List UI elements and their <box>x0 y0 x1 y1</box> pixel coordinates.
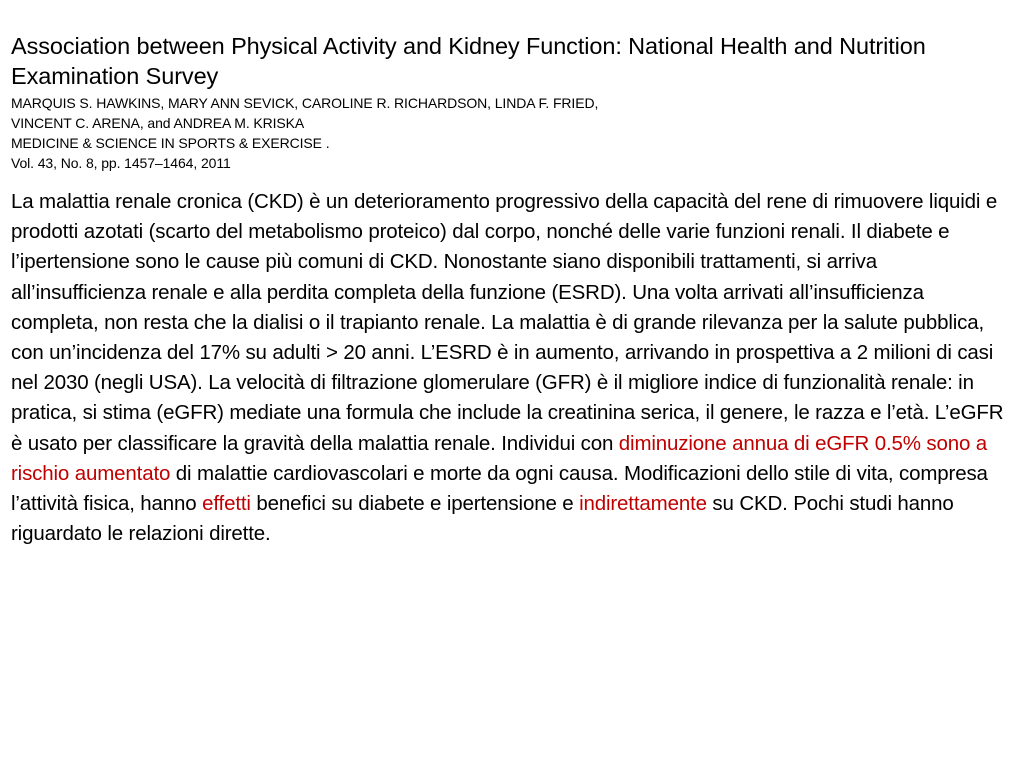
body-text-part-2: di malattie cardiovascolari e morte da ogni causa. Modificazioni dello stile di vita, compresa l’attività fisica, hanno <box>11 461 988 516</box>
article-title: Association between Physical Activity and Kidney Function: National Health and Nutrition Examination Survey <box>11 33 926 89</box>
highlight-egfr-risk: diminuzione annua di eGFR 0.5% sono a rischio aumentato <box>11 431 988 485</box>
journal-name: MEDICINE & SCIENCE IN SPORTS & EXERCISE . <box>11 135 330 151</box>
authors-line-2: VINCENT C. ARENA, and ANDREA M. KRISKA <box>11 115 305 131</box>
body-paragraph <box>11 187 1011 549</box>
body-text-part-3: benefici su diabete e ipertensione e <box>250 492 580 516</box>
highlight-effetti: effetti <box>202 492 251 516</box>
highlight-indirettamente: indirettamente <box>579 492 707 516</box>
body-text-part-4: su CKD. Pochi studi hanno riguardato le relazioni dirette. <box>11 492 954 546</box>
citation-block <box>11 93 1011 173</box>
body-text-part-1: La malattia renale cronica (CKD) è un deterioramento progressivo della capacità del rene di rimuovere liquidi e prodotti azotati (scarto del metabolismo proteico) dal corpo, nonché delle varie funzioni renali. Il diabete e l’ipertensione sono le cause più comuni di CKD. Nonostante siano disponibili trattamenti, si arriva all’insufficienza renale e alla perdita completa della funzione (ESRD). Una volta arrivati all’insufficienza completa, non resta che la dialisi o il trapianto renale. La malattia è di grande rilevanza per la salute pubblica, con un’incidenza del 17% su adulti > 20 anni. L’ESRD è in aumento, arrivando in prospettiva a 2 milioni di casi nel 2030 (negli USA). La velocità di filtrazione glomerulare (GFR) è il migliore indice di funzionalità renale: in pratica, si stima (eGFR) mediate una formula che include la creatinina serica, il genere, le razza e l’età. L’eGFR è usato per classificare la gravità della malattia renale. Individui con <box>11 190 1004 455</box>
volume-info: Vol. 43, No. 8, pp. 1457–1464, 2011 <box>11 155 231 171</box>
slide-content <box>11 31 1011 570</box>
authors-line-1: MARQUIS S. HAWKINS, MARY ANN SEVICK, CAROLINE R. RICHARDSON, LINDA F. FRIED, <box>11 95 599 111</box>
